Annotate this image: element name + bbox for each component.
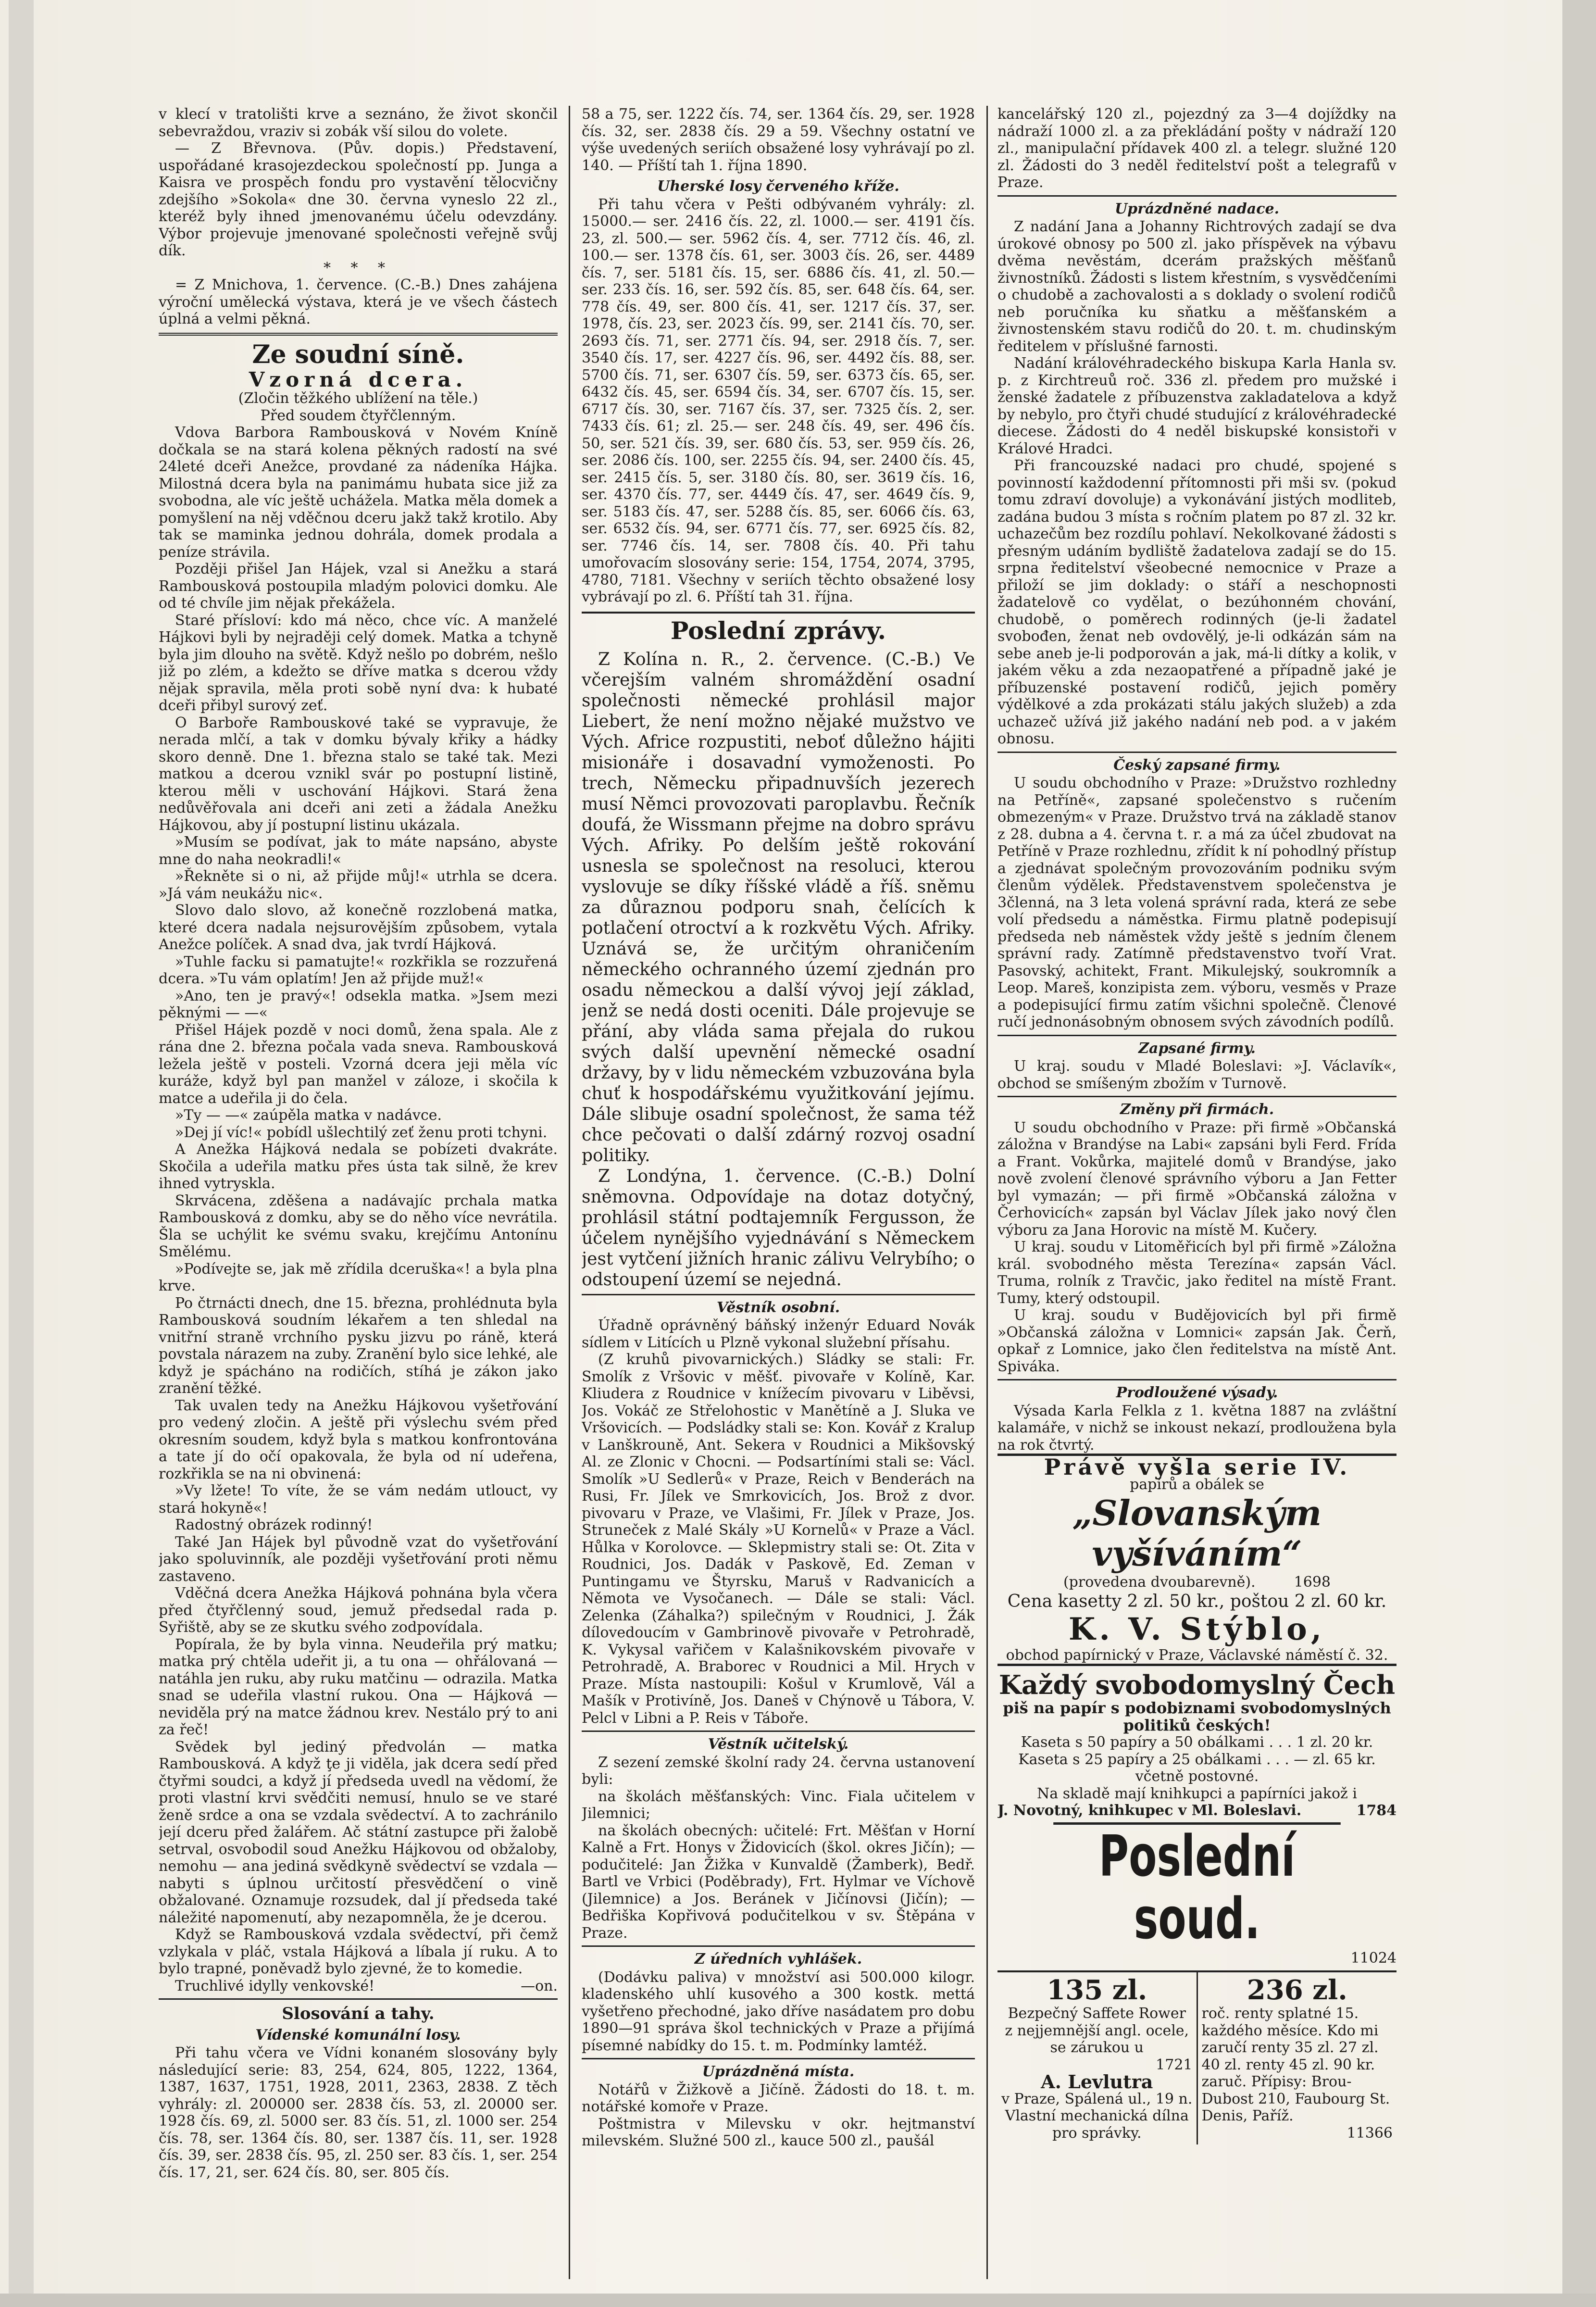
paragraph: Z Londýna, 1. července. (C.-B.) Dolní sněmovna. Odpovídaje na dotaz dotyčný, prohlásil státní podtajemník Fergusson, že účelem nynějšího vyjednávání s Německem jest vytčení jižních hranic zálivu Velrybího; o odstoupení území se nejedná. — [582, 1166, 975, 1290]
paragraph: »Ano, ten je pravý«! odsekla matka. »Jsem mezi pěknými — —« — [159, 987, 558, 1021]
ad-text: Vlastní mechanická dílna pro správky. — [1005, 2107, 1189, 2142]
paragraph: Vdova Barbora Rambousková v Novém Kníně dočkala se na stará kolena pěkných radostí na své 24leté dceři Anežce, provdané za nádeníka Hájka. Milostná dcera byla na panimámu hubata sice již za svobodna, ale víc ještě uchážela. Matka měla domek a pomyšlení na něj vděčnou dceru jakž takž krotilo. Aby tak se maminka jednou dohrála, domek prodala a peníze strávila. — [159, 424, 558, 561]
ad-headline: Právě vyšla serie IV. — [998, 1454, 1396, 1476]
paragraph: (Z kruhů pivovarnických.) Sládky se stali: Fr. Smolík z Vršovic v měšť. pivovaře v Kolíně, Kar. Kliudera z Roudnice v knížecím pivovaru v Liběvsi, Jos. Vokáč ze Střelohostic v Manětíně a J. Sluka ve Vršovicích. — Podsládky stali se: Kon. Kovář z Kralup v Lanškrouně, Ant. Sekera v Roudnici a Mikšovský Al. ze Zlonic v Chocni. — Podsartíními stali se: Václ. Smolík »U Sedlerů« v Praze, Reich v Benderách na Rusi, Fr. Jílek ve Smrkovicích, Jos. Brož z dvor. pivovaru v Praze, ve Vlašimi, Fr. Jílek v Praze, Jos. Struneček z Malé Skály »U Kornelů« v Praze a Václ. Hůlka v Korolovce. — Sklepmistry stali se: Ot. Zita v Roudnici, Jos. Dadák v Paskově, Ed. Zeman v Puntingamu ve Štyrsku, Maruš v Radvanicích a Němota ve Vysočanech. — Dále se stali: Václ. Zelenka (Záhalka?) spilečným v Roudnici, J. Žák dílovedoucím v Gambrinově pivovaře v Petrohradě, K. Vykysal vařičem v Kalašnikovském pivovaře v Petrohradě, A. Braborec v Roudnici a Mil. Hrych v Praze. Místa nastoupili: Košul v Krumlově, Vál a Mašík v Protivíně, Jos. Daneš v Chýnově u Tábora, V. Pelcl v Libni a P. Reis v Táboře. — [582, 1351, 975, 1727]
advertisement-bicycle — [998, 1972, 1197, 2144]
paragraph: Nadání královéhradeckého biskupa Karla Hanla sv. p. z Kirchtreuů roč. 336 zl. předem pro mužské i ženské žadatele z příbuzenstva zakladatelova a když by nebylo, pro čtyři chudé studující z královéhradecké diecese. Žádosti do 4 neděl biskupské konsistoři v Králové Hradci. — [998, 355, 1396, 457]
article-title: Vzorná dcera. — [249, 367, 468, 391]
rule — [582, 1730, 975, 1732]
ad-code: 11024 — [1350, 1949, 1396, 1967]
subheading: Uprázdněná místa. — [702, 2063, 855, 2080]
section-heading: Slosování a tahy. — [282, 2004, 435, 2023]
subheading: Zapsané firmy. — [1138, 1040, 1256, 1057]
paragraph: Z Kolína n. R., 2. července. (C.-B.) Ve včerejším valném shromáždění osadní společnosti německé prohlásil major Liebert, že není možno nějaké mužstvo ve Vých. Africe rozpustiti, neboť důležno hájiti misionáře i dosavadní vymoženosti. Po trech, Německu připadnuvších jezerech musí Němci provozovati paroplavbu. Řečník doufá, že Wissmann přejme na dobro správu Vých. Afriky. Po delším ještě rokování usnesla se společnost na resoluci, kterou vyslovuje se díky říšské vládě a říš. sněmu za důraznou podporu snah, čelících k potlačení otroctví a k rozkvětu Vých. Afriky. Uznává se, že určitým ohraničením německého ochranného území zjednán pro osadu německou a další vývoj její základ, jenž se nedá dosti oceniti. Dále projevuje se přání, aby vláda sama přejala do rukou svých další upevnění německé osadní državy, by v lidu německém vzbuzována byla chuť k hospodářskému využitkování jejímu. Dále slibuje osadní společnost, že sama též chce pečovati o další zdárný rozvoj osadní politiky. — [582, 649, 975, 1166]
advertisement-last-judgment — [998, 1822, 1396, 1967]
paragraph: Radostný obrázek rodinný! — [175, 1517, 373, 1533]
ad-code: 11366 — [1347, 2124, 1393, 2142]
left-scan-edge — [9, 0, 34, 2307]
paragraph: Po čtrnácti dnech, dne 15. března, prohlédnuta byla Rambousková soudním lékařem a ten shledal na vnitřní straně vrchního pysku jizvu po ráně, která povstala nárazem na zuby. Zranění bylo sice lehké, ale když je spácháno na rodičích, stíhá je zákon jako zranění těžké. — [159, 1294, 558, 1397]
author-signature: —on. — [521, 1977, 558, 1994]
paragraph: Při tahu včera v Pešti odbývaném vyhrály: zl. 15000.— ser. 2416 čís. 22, zl. 1000.— ser. 4191 čís. 23, zl. 500.— ser. 5962 čís. 4, ser. 7712 čís. 46, zl. 100.— ser. 1378 čís. 61, ser. 3003 čís. 26, ser. 4489 čís. 7, ser. 5181 čís. 15, ser. 6886 čís. 41, zl. 50.— ser. 233 čís. 16, ser. 592 čís. 85, ser. 648 čís. 64, ser. 778 čís. 49, ser. 800 čís. 41, ser. 1217 čís. 37, ser. 1978, čís. 23, ser. 2023 čís. 99, ser. 2141 čís. 70, ser. 2693 čís. 71, ser. 2771 čís. 94, ser. 2918 čís. 7, ser. 3540 čís. 17, ser. 4227 čís. 96, ser. 4492 čís. 88, ser. 5700 čís. 71, ser. 6307 čís. 59, ser. 6373 čís. 65, ser. 6432 čís. 45, ser. 6594 čís. 34, ser. 6707 čís. 15, ser. 6717 čís. 30, ser. 7167 čís. 37, ser. 7325 čís. 2, ser. 7433 čís. 61; zl. 25.— ser. 248 čís. 49, ser. 496 čís. 50, ser. 521 čís. 39, ser. 680 čís. 53, ser. 959 čís. 26, ser. 2086 čís. 100, ser. 2255 čís. 94, ser. 2400 čís. 45, ser. 2415 čís. 5, ser. 3180 čís. 80, ser. 3619 čís. 16, ser. 4370 čís. 77, ser. 4449 čís. 47, ser. 4649 čís. 9, ser. 5183 čís. 47, ser. 5288 čís. 85, ser. 6066 čís. 63, ser. 6532 čís. 94, ser. 6771 čís. 77, ser. 6925 čís. 82, ser. 7746 čís. 14, ser. 7808 čís. 40. Při tahu umořovacím slosovány serie: 154, 1754, 2074, 3795, 4780, 7181. Všechny v seriích těchto obsažené losy vybrávají po zl. 6. Příští tah 31. října. — [582, 196, 975, 605]
paragraph: Svědek byl jediný předvolán — matka Rambousková. A když ţe ji viděla, jak dcera sedí před čtyřmi soudci, a když jí předseda uvedl na vědomí, že proti vlastní krvi svědčiti nemusí, hnulo se ve staré ženě srdce a ona se vzdala svědectví. A to zachránilo její dceru před žalářem. Ač státní zastupce při žalobě setrval, osvobodil soud Anežku Hájkovou od obžaloby, nemohu — ana jediná svědkyně svědectví se vzdala — nabyti s úplnou určitostí přesvědčení o vině obžalované. Oznamuje rozsudek, dal jí předseda také náležité napomenutí, aby nezapomněla, že je dcerou. — [159, 1738, 558, 1926]
rule — [582, 2058, 975, 2059]
rule — [582, 1294, 975, 1295]
paragraph: »Musím se podívat, jak to máte napsáno, abyste mne do naha neokradli!« — [159, 834, 558, 868]
ad-row — [998, 1574, 1396, 1591]
paragraph: na školách obecných: učitelé: Frt. Měšťan v Horní Kalně a Frt. Honys v Židovicích (škol. okres Jičín); — podučitelé: Jan Žižka v Kunvaldě (Žamberk), Bedř. Bartl ve Vrbici (Poděbrady), Frt. Hylmar ve Víchově (Jilemnice) a Jos. Beránek v Jičínovsi (Jičín); — Bedřiška Kopřivová podučitelkou v sv. Štěpána v Praze. — [582, 1822, 975, 1942]
paragraph: Když se Rambousková vzdala svědectví, při čemž vzlykala v pláč, vstala Hájková a líbala jí ruku. A to bylo trapné, poněvadž bylo zjevné, že to komedie. — [159, 1926, 558, 1977]
ad-code: 1784 — [1356, 1802, 1396, 1819]
paragraph: O Barboře Rambouskové také se vypravuje, že nerada mlčí, a tak v domku bývaly křiky a hádky skoro denně. Dne 1. března stalo se také tak. Mezi matkou a dcerou vznikl svár po postupní listině, kterou měli v uschování Hájkovi. Stará žena nedůvěřovala ani dceři ani zeti a žádala Anežku Hájkovou, aby jí postupní listinu ukázala. — [159, 714, 558, 834]
paragraph: Z nadání Jana a Johanny Richtrových zadají se dva úrokové obnosy po 500 zl. jako příspěvek na výbavu dvěma nevěstám, dcerám pražských měšťanů živnostníků. Žádosti s listem křestním, s vysvědčeními o chudobě a zachovalosti a s doklady o svolení rodičů neb poručníka ku sňatku a měšťanském a živnostenském stavu rodičů do 20. t. m. chudinským ředitelem v příslušné farnosti. — [998, 218, 1396, 355]
column-2 — [582, 106, 975, 2279]
ad-text: papírů a obálek se — [1130, 1476, 1264, 1493]
column-divider — [986, 106, 988, 2279]
paragraph: 58 a 75, ser. 1222 čís. 74, ser. 1364 čís. 29, ser. 1928 čís. 32, ser. 2838 čís. 29 a 59. Všechny ostatní ve výše uvedených seriích obsažené losy vyhrávají po zl. 140. — Příští tah 1. října 1890. — [582, 106, 975, 174]
paragraph: Popírala, že by byla vinna. Neudeřila prý matku; matka prý chtěla udeřit ji, a tu ona — ohřálovaná — natáhla jen ruku, aby ruku matčinu — odrazila. Matka snad se udeřila vlastní rukou. Ona — Hájková — neviděla prý na matce žádnou krev. Nestálo prý to ani za řeč! — [159, 1636, 558, 1738]
ad-row — [998, 1802, 1396, 1819]
subheading: Věstník učitelský. — [708, 1736, 849, 1753]
subheading: Změny při firmách. — [1120, 1101, 1274, 1118]
ad-code: 1721 — [1156, 2056, 1193, 2073]
right-scan-edge — [1562, 0, 1596, 2307]
bottom-scan-edge — [0, 2294, 1596, 2307]
rule — [582, 1945, 975, 1947]
ad-text: včetně postovné. — [1135, 1768, 1259, 1785]
paragraph: A Anežka Hájková nedala se pobízeti dvakráte. Skočila a udeřila matku přes ústa tak silně, že krev ihned vytryskla. — [159, 1141, 558, 1192]
paragraph: U kraj. soudu v Mladé Boleslavi: »J. Václavík«, obchod se smíšeným zbožím v Turnově. — [998, 1058, 1396, 1092]
paragraph: Skrvácena, zděšena a nadávajíc prchala matka Rambousková z domku, aby se do něho více nevrátila. Šla se uchýlit ke svému svaku, krejčímu Antonínu Smělému. — [159, 1192, 558, 1260]
paragraph: »Tuhle facku si pamatujte!« rozkřikla se rozzuřená dcera. »Tu vám oplatím! Jen až přijde muž!« — [159, 953, 558, 987]
rule — [998, 1096, 1396, 1097]
ad-price: Cena kasetty 2 zl. 50 kr., poštou 2 zl. 60 kr. — [1007, 1591, 1387, 1611]
ad-company-name: K. V. Stýblo, — [1068, 1611, 1326, 1647]
subheading: Vídenské komunální losy. — [255, 2026, 461, 2044]
paragraph: »Dej jí víc!« pobídl ušlechtilý zeť ženu proti tchyni. — [175, 1124, 548, 1141]
ad-headline: Poslední soud. — [1053, 1822, 1341, 1950]
column-1 — [159, 106, 558, 2279]
subheading: Uherské losy červeného kříže. — [657, 178, 899, 195]
advertisement-row — [998, 1970, 1396, 2144]
ad-price: 135 zl. — [1047, 1974, 1147, 2006]
paragraph: U kraj. soudu v Budějovicích byl při firmě »Občanská záložna v Lomnici« zapsán Jak. Čerň, opkař z Lomnice, jako člen ředitelstva na místě Ant. Spiváka. — [998, 1307, 1396, 1375]
ad-script-title: „Slovanským vyšíváním“ — [1072, 1492, 1322, 1574]
ad-price: 236 zl. — [1247, 1974, 1347, 2006]
rule — [998, 1035, 1396, 1036]
paragraph: Notářů v Žižkově a Jičíně. Žádosti do 18. t. m. notářské komoře v Praze. — [582, 2081, 975, 2115]
section-heading: Poslední zprávy. — [582, 612, 975, 645]
paragraph: na školách měšťanských: Vinc. Fiala učitelem v Jilemnici; — [582, 1788, 975, 1822]
paragraph: Vděčná dcera Anežka Hájková pohnána byla včera před čtyřčlenný soud, jemuž předsedal rada p. Syřiště, aby se ze skutku svého zodpovídala. — [159, 1585, 558, 1636]
paragraph: Také Jan Hájek byl původně vzat do vyšetřování jako spoluvinník, ale později vyšetřování proti němu zastaveno. — [159, 1533, 558, 1585]
subheading: Z úředních vyhlášek. — [694, 1951, 862, 1968]
paragraph: U kraj. soudu v Litoměřicích byl při firmě »Záložna král. svobodného města Terezína« zapsán Václ. Truma, rolník z Travčic, jako ředitel na místě Frant. Tumy, který odstoupil. — [998, 1239, 1396, 1307]
ad-text: Kaseta s 25 papíry a 25 obálkami . . . — zl. 65 kr. — [1018, 1751, 1376, 1768]
paragraph: Slovo dalo slovo, až konečně rozzlobená matka, které dcera nadala nejsurovějším způsobem, vytala Anežce políček. A snad dva, jak tvrdí Hájková. — [159, 902, 558, 953]
signoff-row — [159, 1978, 558, 1995]
paragraph: = Z Mnichova, 1. července. (C.-B.) Dnes zahájena výroční umělecká výstava, která je ve všech částech úplná a velmi pěkná. — [159, 276, 558, 327]
paragraph: (Dodávku paliva) v množství asi 500.000 kilogr. kladenského uhlí kusového a 300 kostk. mettá vyšetřeno přechodné, jako dříve nasádatem pro dobu 1890—91 správa škol technických v Praze a přijímá písemné nabídky do 15. t. m. Podmínky lamtéž. — [582, 1968, 975, 2054]
rule — [159, 333, 558, 336]
ad-text: piš na papír s podobiznami svobodomyslných politiků českých! — [1003, 1699, 1391, 1734]
paragraph: Truchlivé idylly venkovské! — [175, 1977, 375, 1994]
ad-code: 1698 — [1294, 1574, 1331, 1591]
article-subtitle: Před soudem čtyřčlenným. — [260, 407, 456, 424]
paragraph: Z sezení zemské školní rady 24. června ustanovení byli: — [582, 1754, 975, 1788]
ad-company-name: A. Levlutra — [1041, 2071, 1153, 2093]
subheading: Uprázdněné nadace. — [1114, 200, 1280, 217]
subheading: Věstník osobní. — [716, 1299, 840, 1316]
paragraph: Staré přísloví: kdo má něco, chce víc. A manželé Hájkovi byli by nejraději celý domek. Matka a tchyně byla jim dlouho na světě. Když nešlo po dobrém, nešlo již po zlém, a kdežto se dříve matka s dcerou vždy nějak spravila, měla proti sobě nyní dva: k hubaté dceři přibyl surový zeť. — [159, 612, 558, 714]
section-heading: Ze soudní síně. — [252, 339, 464, 369]
paragraph: Později přišel Jan Hájek, vzal si Anežku a stará Rambousková postoupila mladým polovici domku. Ale od té chvíle jim nějak překážela. — [159, 561, 558, 612]
ad-headline: Každý svobodomyslný Čech — [998, 1664, 1396, 1700]
advertisement-portraits — [998, 1664, 1396, 1819]
paragraph: kancelářský 120 zl., pojezdný za 3—4 dojíždky na nádraží 1000 zl. a za překládání pošty v nádraží 120 zl., manipulační přídavek 400 zl. a telegr. služné 120 zl. Žádosti do 3 neděl ředitelství pošt a telegrafů v Praze. — [998, 106, 1396, 191]
paragraph: Poštmistra v Milevsku v okr. hejtmanství milevském. Služné 500 zl., kauce 500 zl., paušál — [582, 2115, 975, 2149]
separator: * * * — [323, 259, 393, 276]
advertisement-rent — [1197, 1972, 1397, 2144]
ad-text: Bezpečný Saffete Rower — [1008, 2005, 1186, 2022]
ad-text: J. Novotný, knihkupec v Ml. Boleslavi. — [998, 1802, 1302, 1819]
ad-text: Na skladě mají knihkupci a papírníci jakož i — [1037, 1785, 1357, 1802]
column-3 — [998, 106, 1396, 2279]
ad-text: (provedena dvoubarevně). — [1063, 1574, 1256, 1591]
paragraph: »Řekněte si o ni, až přijde můj!« utrhla se dcera. »Já vám neukážu nic«. — [159, 868, 558, 902]
paragraph: »Vy lžete! To víte, že se vám nedám utlouct, vy stará hokyně«! — [159, 1482, 558, 1517]
ad-text: Kaseta s 50 papíry a 50 obálkami . . . 1 zl. 20 kr. — [1021, 1734, 1373, 1751]
paragraph: Při francouzské nadaci pro chudé, spojené s povinností každodenní přítomnosti při mši sv. (pokud tomu zdraví dovoluje) a vykonávání jistých modliteb, zadána budou 3 místa s ročním platem po 87 zl. 32 kr. uchazečům bez rozdílu pohlaví. Nekolkované žádosti s přesným udáním bydliště žadatelova zadají se do 15. srpna ředitelství všeobecné nemocnice v Praze a přiloží se jim doklady: o stáří a neschopnosti žadatelově co vydělat, o bezúhonném chování, chudobě, o poměrech rodinných (je-li žadatel svobođen, ženat neb ovdovělý, je-li odkázán sám na sebe aneb je-li podporován a jak, má-li dítky a kolik, v jakém věku a zda nezaopatřené a případně jaké je příbuzenské postavení rodičů, jejich poměry výdělkové a zda prokázati stálu jakých služeb) a zda uchazeč užívá již jakého nadání neb pod. a v jakém obnosu. — [998, 457, 1396, 747]
article-subtitle: (Zločin těžkého ublížení na těle.) — [238, 390, 478, 407]
paragraph: »Podívejte se, jak mě zřídila dceruška«! a byla plna krve. — [159, 1260, 558, 1294]
paragraph: U soudu obchodního v Praze: při firmě »Občanská záložna v Brandýse na Labi« zapsáni byli Ferd. Frída a Frant. Vokůrka, majitelé domů v Brandýse, jako nově zvolení členové správního výboru a Jan Fetter byl vymazán; — při firmě »Občanská záložna v Čerhovicích« zapsán byl Václav Jílek jako nový člen výboru za Jana Horovic na místě M. Kučery. — [998, 1119, 1396, 1239]
rule — [159, 1998, 558, 2000]
paragraph: v klecí v tratolišti krve a seznáno, že život skončil sebevraždou, vraziv si zobák vší silou do volete. — [159, 106, 558, 140]
rule — [998, 1379, 1396, 1380]
subheading: Prodloužené výsady. — [1116, 1384, 1278, 1401]
subheading: Český zapsané firmy. — [1113, 756, 1281, 774]
rule — [998, 752, 1396, 753]
paragraph: — Z Břevnova. (Pův. dopis.) Představení, uspořádané krasojezdeckou společností pp. Junga a Kaisra ve prospěch fondu pro vystavění tělocvičny zdejšího »Sokola« dne 30. června vyneslo 22 zl., kteréž byly ihned jmenovanému účelu odevzdány. Výbor projevuje jmenované společnosti veřejně svůj dík. — [159, 140, 558, 259]
column-divider — [569, 106, 570, 2279]
ad-address: obchod papírnický v Praze, Václavské náměstí č. 32. — [1006, 1646, 1388, 1664]
ad-text: roč. renty splatné 15. každého měsíce. Kdo mi zaručí renty 35 zl. 27 zl. 40 zl. renty 45 zl. 90 kr. zaruč. Přípisy: Brou-Dubost 210, Faubourg St. Denis, Paříž. — [1201, 2005, 1390, 2124]
paragraph: Tak uvalen tedy na Anežku Hájkovou vyšetřování pro vedený zločin. A ještě při výslechu svém před okresním soudem, když byla s matkou konfrontována a tate jí do očí opakovala, že byla od ní udeřena, rozkřikla se na ni obvinená: — [159, 1397, 558, 1482]
paragraph: Výsada Karla Felkla z 1. května 1887 na zvláštní kalamáře, v nichž se inkoust nekazí, prodloužena byla na rok čtvrtý. — [998, 1402, 1396, 1454]
paragraph: U soudu obchodního v Praze: »Družstvo rozhledny na Petříně«, zapsané společenstvo s ručením obmezeným« v Praze. Družstvo trvá na základě stanov z 28. dubna a 4. června t. r. a má za účel zbudovat na Petříně v Praze rozhlednu, zřídit k ní pohodlný přístup a zjednávat společným provozováním podniku svým členům výdělek. Představenstvem společenstva je 3členná, na 3 leta volená správní rada, která ze sebe volí předsedu a náměstka. Firmu platně podepisují předseda neb náměstek vždy ještě s jedním členem správní rady. Zatímně představenstvo tvoří Vrat. Pasovský, achitekt, Frant. Mikulejský, soukromník a Leop. Mareš, konzipista zem. výboru, vesměs v Praze a podepisující firmu zatím všichni společně. Členové ručí jednonásobným obnosem svých závodních podílů. — [998, 775, 1396, 1030]
paragraph: Přišel Hájek pozdě v noci domů, žena spala. Ale z rána dne 2. března počala vada sneva. Rambousková ležela ještě v posteli. Vzorná dcera jeji měla víc kuráže, když byl pan manžel v záloze, i skočila k matce a udeřila ji do čela. — [159, 1021, 558, 1107]
paragraph: Při tahu včera ve Vídni konaném slosovány byly následující serie: 83, 254, 624, 805, 1222, 1364, 1387, 1637, 1751, 1928, 2011, 2363, 2838. Z těch vyhrály: zl. 200000 ser. 2838 čís. 53, zl. 20000 ser. 1928 čís. 69, zl. 5000 ser. 83 čís. 51, zl. 1000 ser. 254 čís. 78, ser. 1364 čís. 80, ser. 1387 čís. 11, ser. 1928 čís. 39, ser. 2838 čís. 95, zl. 250 ser. 83 čís. 1, ser. 254 čís. 17, 21, ser. 624 čís. 80, ser. 805 čís. — [159, 2044, 558, 2181]
advertisement-stationery — [998, 1454, 1396, 1664]
ad-text: z nejjemnější angl. ocele, se zárukou u — [1005, 2022, 1189, 2056]
ad-text: v Praze, Spálená ul., 19 n. — [1001, 2090, 1193, 2107]
paragraph: »Ty — —« zaúpěla matka v nadávce. — [175, 1107, 442, 1124]
rule — [998, 195, 1396, 197]
paragraph: Úřadně oprávněný báňský inženýr Eduard Novák sídlem v Litících u Plzně vykonal služební přísahu. — [582, 1317, 975, 1351]
